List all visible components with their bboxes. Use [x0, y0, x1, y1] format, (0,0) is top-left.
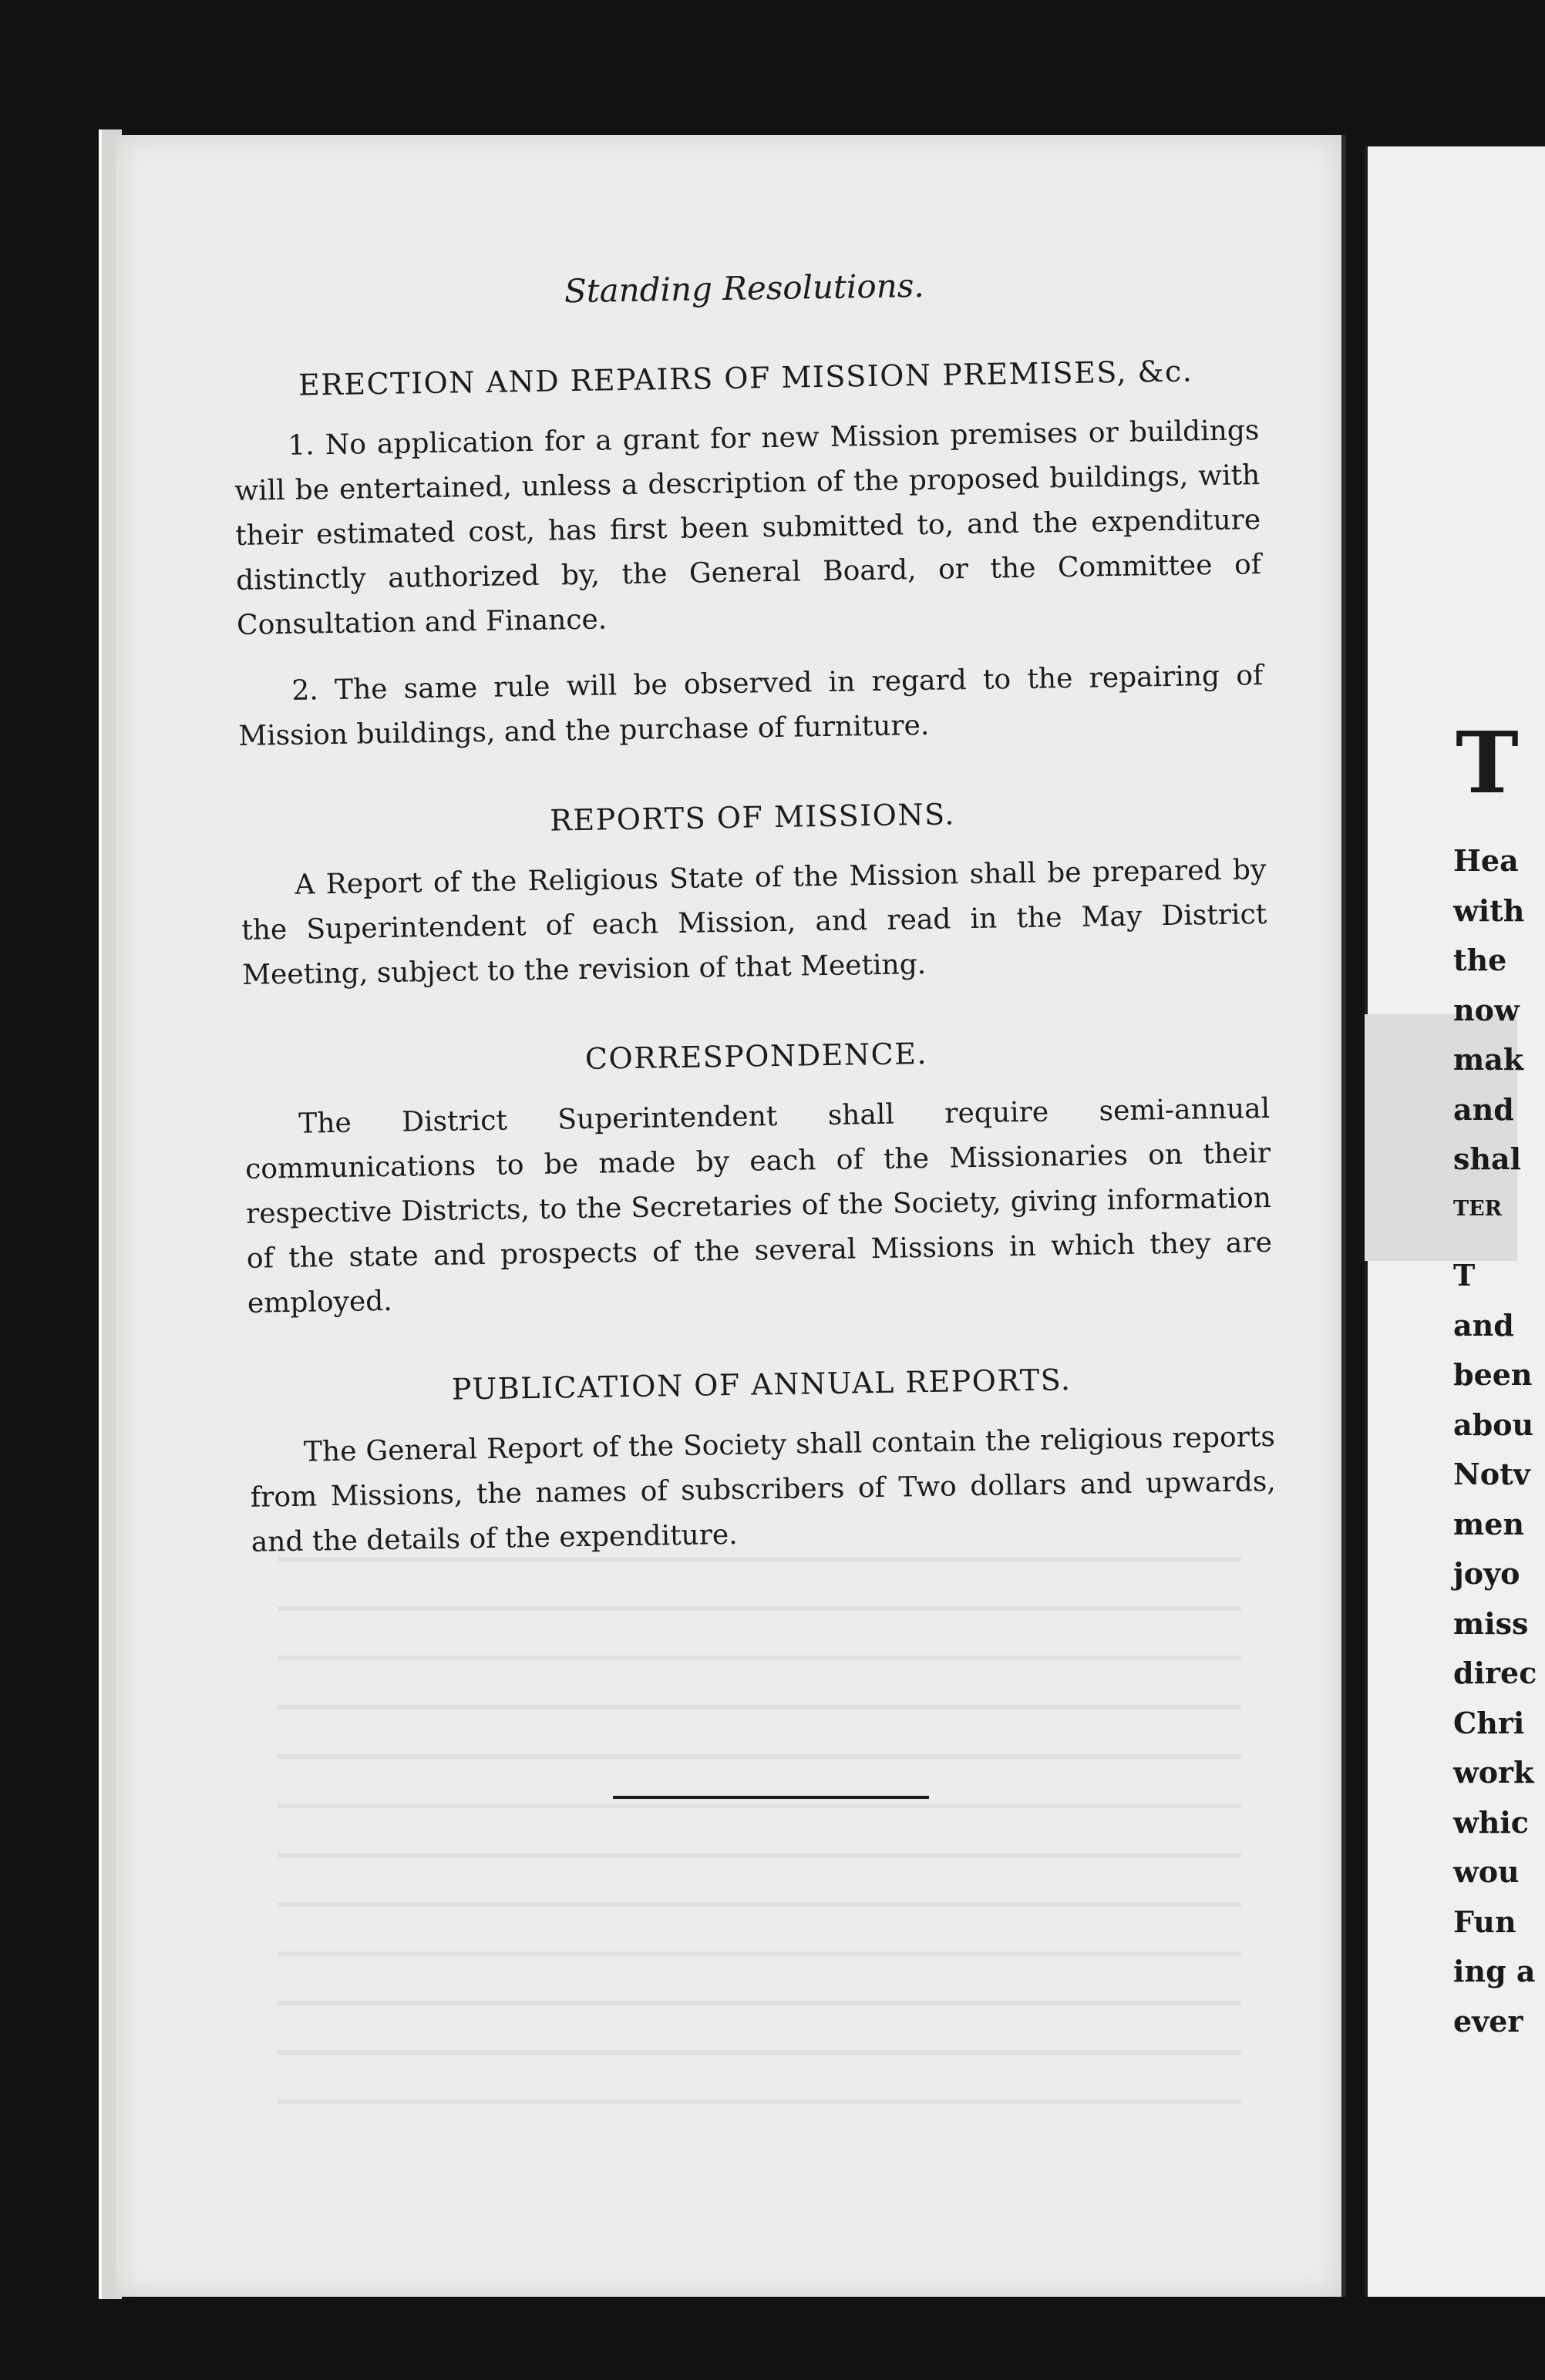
- paragraph: 1. No application for a grant for new Mission premises or buildings will be entertained, unless a description of the proposed buildings, with their estimated cost, has first been submitted to, and the expenditure distinctly authorized by, the General Board, or the Committee of Consultation and Finance.: [234, 415, 1262, 641]
- line-start: ing a: [1453, 1954, 1536, 1988]
- section-correspondence: [244, 1031, 1281, 1326]
- line-start: joyo: [1453, 1556, 1520, 1591]
- line-start: the: [1453, 943, 1507, 977]
- section-heading: REPORTS OF MISSIONS.: [549, 797, 956, 838]
- line-start: TER: [1453, 1196, 1503, 1221]
- section-reports-of-missions: [240, 792, 1276, 998]
- paragraph: The General Report of the Society shall contain the religious reports from Missions, the names of subscribers of Two dollars and upwards, and the details of the expenditure.: [250, 1420, 1277, 1558]
- left-page-content: [231, 261, 1285, 1587]
- line-start: T: [1453, 1258, 1476, 1293]
- line-start: men: [1453, 1506, 1525, 1541]
- line-start: and: [1453, 1091, 1514, 1127]
- line-start: Chri: [1453, 1705, 1525, 1740]
- line-start: miss: [1453, 1605, 1529, 1641]
- show-through-texture: [278, 1557, 1241, 2112]
- line-start: been: [1453, 1357, 1533, 1392]
- section-heading: ERECTION AND REPAIRS OF MISSION PREMISES, &c.: [298, 354, 1193, 402]
- line-start: abou: [1453, 1407, 1534, 1442]
- section-erection-repairs: [233, 353, 1272, 759]
- paragraph: A Report of the Religious State of the Mission shall be prepared by the Superintendent of each Mission, and read in the May District Meeting, subject to the revision of that Meeting.: [241, 854, 1267, 991]
- line-start: ever: [1453, 2003, 1523, 2039]
- line-start: shal: [1453, 1141, 1522, 1176]
- section-heading: CORRESPONDENCE.: [584, 1036, 928, 1076]
- running-head: Standing Resolutions.: [564, 266, 925, 311]
- closing-rule: [613, 1796, 929, 1799]
- line-start: Hea: [1453, 843, 1519, 878]
- line-start: work: [1453, 1755, 1534, 1790]
- line-start: direc: [1453, 1656, 1537, 1690]
- section-heading: PUBLICATION OF ANNUAL REPORTS.: [451, 1363, 1072, 1407]
- line-start: whic: [1453, 1804, 1529, 1840]
- line-start: with: [1453, 892, 1525, 928]
- line-start: mak: [1453, 1042, 1524, 1077]
- line-start: wou: [1453, 1854, 1520, 1889]
- paragraph: 2. The same rule will be observed in regard to the repairing of Mission buildings, and the purchase of furniture.: [238, 660, 1264, 752]
- line-start: Fun: [1453, 1904, 1516, 1939]
- line-start: now: [1453, 992, 1520, 1027]
- line-start: and: [1453, 1307, 1514, 1343]
- section-publication-annual-reports: [248, 1360, 1284, 1565]
- line-start: Notv: [1453, 1457, 1530, 1491]
- drop-letter: T: [1456, 713, 1519, 812]
- paragraph: The District Superintendent shall require semi-annual communications to be made by each of the Missionaries on their respective Districts, to the Secretaries of the Society, giving information of the state and prospects of the several Missions in which they are employed.: [244, 1092, 1273, 1319]
- right-page-line-starts: [1453, 836, 1537, 2046]
